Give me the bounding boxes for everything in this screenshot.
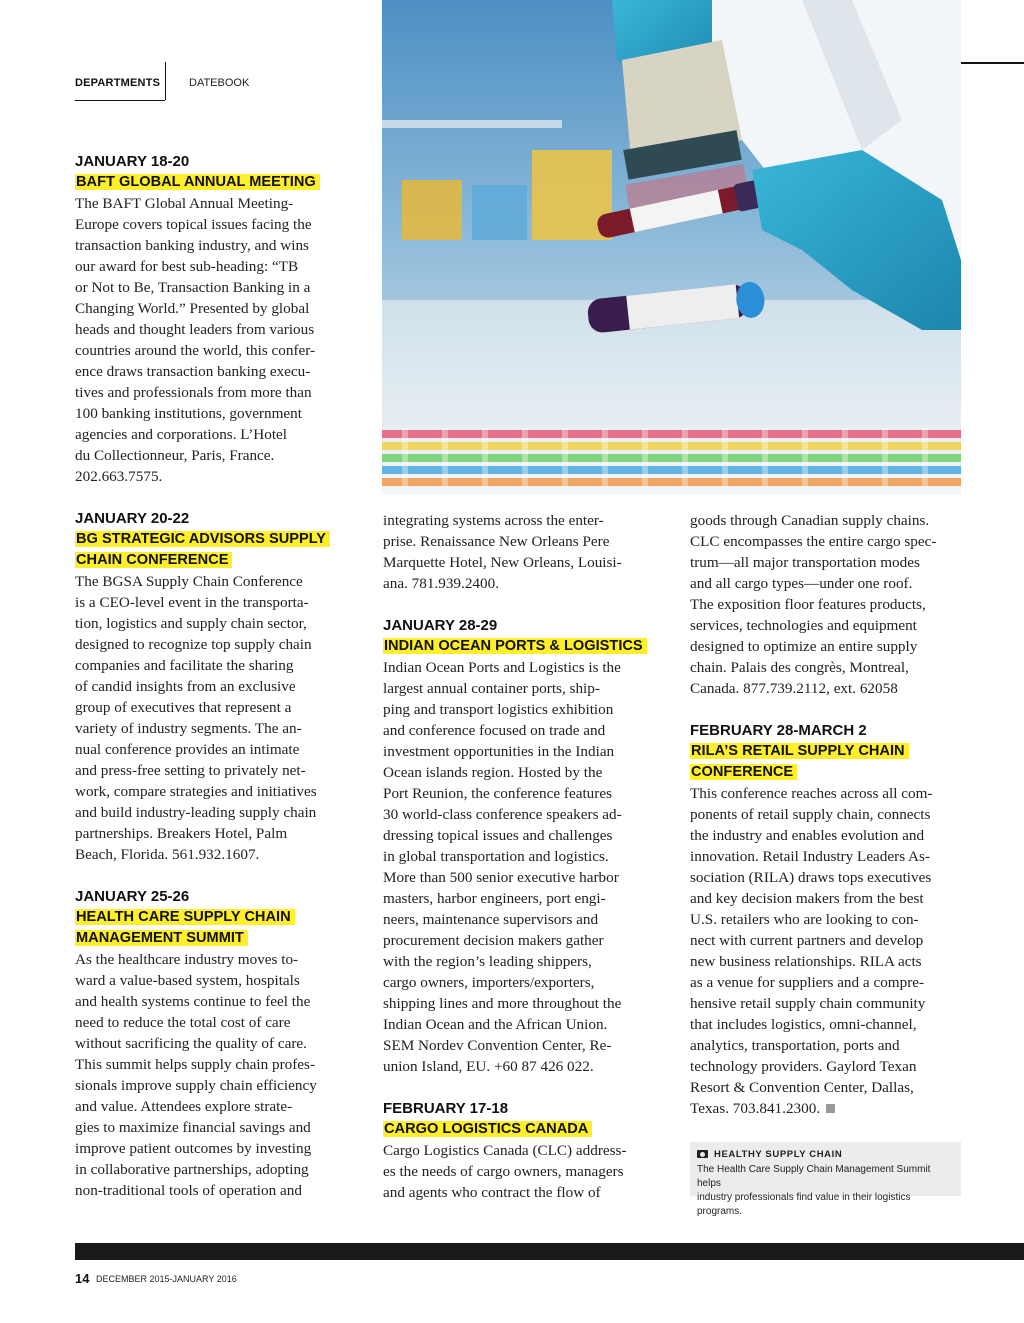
event-date: FEBRUARY 28-MARCH 2	[690, 722, 867, 739]
header-divider	[165, 62, 166, 100]
event-health-care: JANUARY 25-26 HEALTH CARE SUPPLY CHAIN MANAGEMENT SUMMIT As the healthcare industry moves to- ward a value-based system, hospitals and health systems continue to feel the need to reduce the total cost of care without sacrificing the quality of care. This summit helps supply chain profes- sionals improve supply chain efficiency and value. Attendees explore strate- gies to maximize financial savings and improve patient outcomes by investing in collaborative partnerships, adopting non-traditional tools of operation and	[75, 886, 347, 1201]
column-2	[383, 510, 655, 1203]
end-mark-icon	[826, 1104, 835, 1113]
column-1	[75, 151, 347, 1201]
subsection-label: DATEBOOK	[189, 77, 250, 89]
caption-text: The Health Care Supply Chain Management Summit helps industry professionals find value in their logistics programs.	[697, 1164, 931, 1217]
top-right-rule	[961, 62, 1024, 64]
event-date: JANUARY 25-26	[75, 888, 190, 905]
event-title: RILA’S RETAIL SUPPLY CHAIN	[690, 741, 962, 762]
footer-bar	[75, 1243, 1024, 1260]
column-3	[690, 510, 962, 1119]
section-label: DEPARTMENTS	[75, 77, 161, 89]
event-date: JANUARY 28-29	[383, 617, 498, 634]
event-date: JANUARY 18-20	[75, 153, 190, 170]
page-number: 14	[75, 1271, 90, 1286]
event-title: CARGO LOGISTICS CANADA	[383, 1119, 655, 1140]
issue-date: DECEMBER 2015-JANUARY 2016	[96, 1274, 237, 1284]
event-title: HEALTH CARE SUPPLY CHAIN	[75, 907, 347, 928]
header-rule	[75, 100, 165, 101]
event-title: BG STRATEGIC ADVISORS SUPPLY	[75, 529, 347, 550]
event-bgsa: JANUARY 20-22 BG STRATEGIC ADVISORS SUPPLY CHAIN CONFERENCE The BGSA Supply Chain Conference is a CEO-level event in the transporta- tion, logistics and supply chain sector, designed to recognize top supply chain companies and facilitate the sharing of candid insights from an exclusive group of executives that represent a variety of industry segments. The an- nual conference provides an intimate and press-free setting to privately net- work, compare strategies and initiatives and build industry-leading supply chain partnerships. Breakers Hotel, Palm Beach, Florida. 561.932.1607.	[75, 508, 347, 865]
event-title: INDIAN OCEAN PORTS & LOGISTICS	[383, 636, 655, 657]
event-indian-ocean: JANUARY 28-29 INDIAN OCEAN PORTS & LOGISTICS Indian Ocean Ports and Logistics is the largest annual container ports, ship- ping and transport logistics exhibition and conference focused on trade and investment opportunities in the Indian Ocean islands region. Hosted by the Port Reunion, the conference features 30 world-class conference speakers ad- dressing topical issues and challenges in global transportation and logistics. More than 500 senior executive harbor masters, harbor engineers, port engi- neers, maintenance supervisors and procurement decision makers gather with the region’s leading shippers, cargo owners, importers/exporters, shipping lines and more throughout the Indian Ocean and the African Union. SEM Nordev Convention Center, Re- union Island, EU. +60 87 426 022.	[383, 615, 655, 1077]
event-date: JANUARY 20-22	[75, 510, 190, 527]
barcode-scanner-lab-tubes-photo	[382, 0, 961, 494]
event-cargo-logistics: FEBRUARY 17-18 CARGO LOGISTICS CANADA Cargo Logistics Canada (CLC) address- es the needs of cargo owners, managers and agents who contract the flow of	[383, 1098, 655, 1203]
caption-heading: HEALTHY SUPPLY CHAIN	[697, 1149, 842, 1160]
event-baft: JANUARY 18-20 BAFT GLOBAL ANNUAL MEETING The BAFT Global Annual Meeting- Europe covers topical issues facing the transaction banking industry, and wins our award for best sub-heading: “TB or Not to Be, Transaction Banking in a Changing World.” Presented by global heads and thought leaders from various countries around the world, this confer- ence draws transaction banking execu- tives and professionals from more than 100 banking institutions, government agencies and corporations. L’Hotel du Collectionneur, Paris, France. 202.663.7575.	[75, 151, 347, 487]
camera-icon	[697, 1150, 708, 1158]
event-cargo-logistics-continued: goods through Canadian supply chains. CLC encompasses the entire cargo spec- trum—all major transportation modes and all cargo types—under one roof. The exposition floor features products, services, technologies and equipment designed to optimize an entire supply chain. Palais des congrès, Montreal, Canada. 877.739.2112, ext. 62058	[690, 512, 937, 697]
event-health-care-continued: integrating systems across the enter- prise. Renaissance New Orleans Pere Marquette Hotel, New Orleans, Louisi- ana. 781.939.2400.	[383, 512, 622, 592]
lab-photo	[382, 0, 961, 494]
event-title: BAFT GLOBAL ANNUAL MEETING	[75, 172, 347, 193]
event-rila: FEBRUARY 28-MARCH 2 RILA’S RETAIL SUPPLY CHAIN CONFERENCE This conference reaches across all com- ponents of retail supply chain, connects the industry and enables evolution and innovation. Retail Industry Leaders As- sociation (RILA) draws tops executives and key decision makers from the best U.S. retailers who are looking to con- nect with current partners and develop new business relationships. RILA acts as a venue for suppliers and a compre- hensive retail supply chain community that includes logistics, omni-channel, analytics, transportation, ports and technology providers. Gaylord Texan Resort & Convention Center, Dallas, Texas. 703.841.2300.	[690, 720, 962, 1119]
event-date: FEBRUARY 17-18	[383, 1100, 509, 1117]
